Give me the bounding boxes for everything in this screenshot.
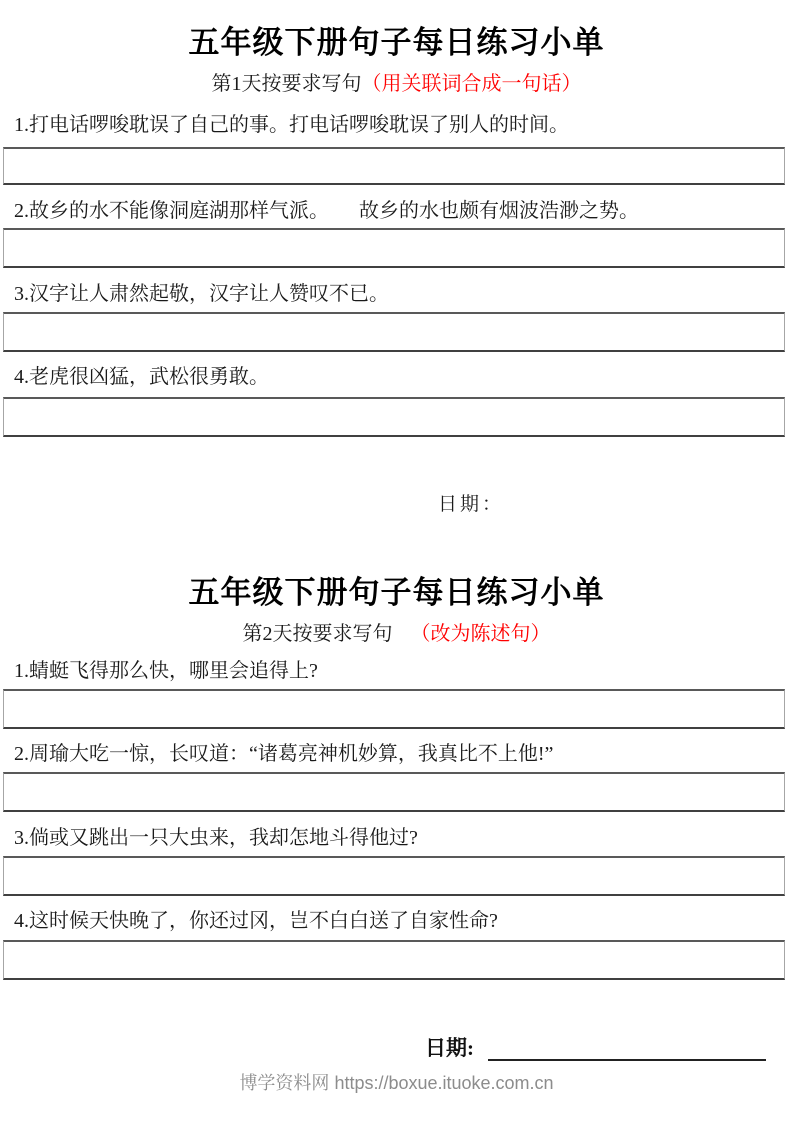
footer-watermark	[0, 1072, 793, 1094]
day1-question-3: 3.汉字让人肃然起敬，汉字让人赞叹不已。	[14, 283, 389, 305]
day1-question-1: 1.打电话啰唆耽误了自己的事。打电话啰唆耽误了别人的时间。	[14, 114, 569, 136]
footer-watermark-text: 博学资料网 https://boxue.ituoke.com.cn	[239, 1073, 554, 1093]
day1-question-4: 4.老虎很凶猛，武松很勇敢。	[14, 366, 269, 388]
day1-subtitle: 第1天按要求写句	[211, 73, 362, 95]
day2-date-label: 日期:	[425, 1036, 474, 1060]
day1-question-2: 2.故乡的水不能像洞庭湖那样气派。 故乡的水也颇有烟波浩渺之势。	[14, 200, 639, 222]
day1-answer-box-3[interactable]	[3, 312, 785, 352]
day2-answer-box-4[interactable]	[3, 940, 785, 980]
day2-question-2: 2.周瑜大吃一惊，长叹道：“诸葛亮神机妙算，我真比不上他!”	[14, 743, 554, 765]
day2-question-3: 3.倘或又跳出一只大虫来，我却怎地斗得他过?	[14, 827, 418, 849]
day2-subtitle-note: （改为陈述句）	[410, 623, 551, 645]
day2-answer-box-2[interactable]	[3, 772, 785, 812]
worksheet-day1	[0, 23, 793, 517]
day1-subtitle-note: （用关联词合成一句话）	[361, 73, 582, 95]
day1-answer-box-2[interactable]	[3, 228, 785, 268]
day2-answer-box-3[interactable]	[3, 856, 785, 896]
day2-date-fill-line[interactable]	[488, 1037, 766, 1061]
day1-answer-box-1[interactable]	[3, 147, 785, 185]
worksheet-day2	[0, 573, 793, 1061]
day2-question-1: 1.蜻蜓飞得那么快，哪里会追得上?	[14, 660, 318, 682]
day2-date-row	[425, 1035, 793, 1061]
day1-title: 五年级下册句子每日练习小单	[188, 25, 605, 60]
day1-date-label: 日期：	[438, 494, 505, 515]
day2-question-4: 4.这时候天快晚了，你还过冈，岂不白白送了自家性命?	[14, 910, 498, 932]
day1-answer-box-4[interactable]	[3, 397, 785, 437]
day2-subtitle: 第2天按要求写句	[242, 623, 393, 645]
day2-answer-box-1[interactable]	[3, 689, 785, 729]
day1-subtitle-row	[0, 71, 793, 98]
day2-title: 五年级下册句子每日练习小单	[188, 575, 605, 610]
day1-date-row	[438, 492, 793, 517]
day2-subtitle-row	[0, 621, 793, 648]
